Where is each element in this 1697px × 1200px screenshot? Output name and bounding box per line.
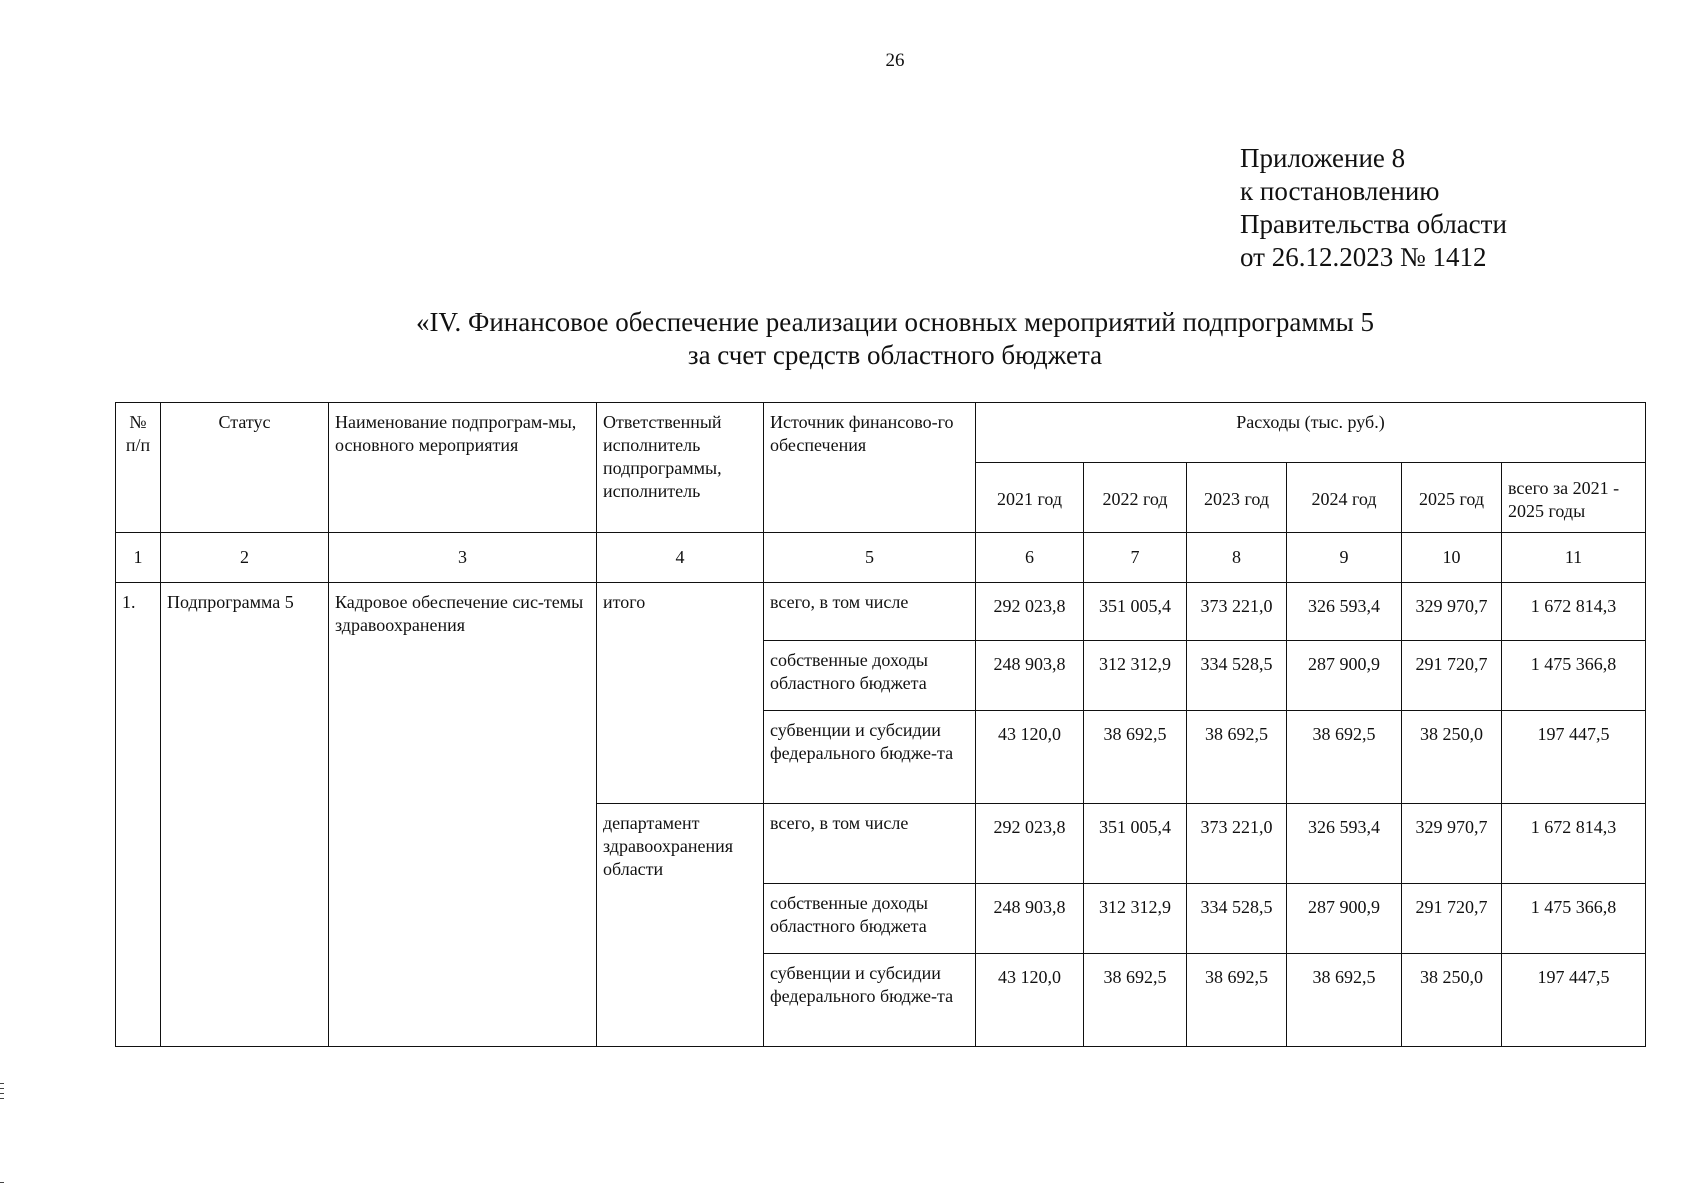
table-row [116,583,1646,641]
value-cell: 43 120,0 [976,954,1084,1047]
row-num: 1. [116,583,161,1047]
value-cell: 334 528,5 [1187,641,1287,711]
header-status: Статус [161,403,329,533]
header-num: № п/п [116,403,161,533]
value-cell: 38 692,5 [1187,711,1287,804]
value-cell: 43 120,0 [976,711,1084,804]
value-cell: 291 720,7 [1402,884,1502,954]
value-cell: 292 023,8 [976,804,1084,884]
row-executor: итого [597,583,764,804]
row-source: собственные доходы областного бюджета [764,641,976,711]
header-executor: Ответственный исполнитель подпрограммы, исполнитель [597,403,764,533]
value-cell: 351 005,4 [1084,804,1187,884]
value-cell: 1 672 814,3 [1502,583,1646,641]
value-cell: 312 312,9 [1084,884,1187,954]
column-number: 10 [1402,533,1502,583]
row-source: всего, в том числе [764,583,976,641]
header-year: 2024 год [1287,463,1402,533]
row-source: субвенции и субсидии федерального бюдже-та [764,954,976,1047]
row-source: всего, в том числе [764,804,976,884]
value-cell: 1 475 366,8 [1502,884,1646,954]
value-cell: 334 528,5 [1187,884,1287,954]
value-cell: 373 221,0 [1187,583,1287,641]
header-year: 2025 год [1402,463,1502,533]
value-cell: 351 005,4 [1084,583,1187,641]
page-number: 26 [885,50,905,71]
value-cell: 38 692,5 [1187,954,1287,1047]
value-cell: 38 692,5 [1287,711,1402,804]
row-executor: департамент здравоохранения области [597,804,764,1047]
value-cell: 38 692,5 [1084,954,1187,1047]
header-total: всего за 2021 - 2025 годы [1502,463,1646,533]
appendix-line: от 26.12.2023 № 1412 [1240,242,1487,272]
header-source: Источник финансово-го обеспечения [764,403,976,533]
column-number: 3 [329,533,597,583]
value-cell: 38 250,0 [1402,711,1502,804]
appendix-block [1240,142,1507,274]
value-cell: 312 312,9 [1084,641,1187,711]
value-cell: 38 692,5 [1084,711,1187,804]
value-cell: 291 720,7 [1402,641,1502,711]
scan-mark [0,1093,4,1094]
column-number: 2 [161,533,329,583]
header-year: 2023 год [1187,463,1287,533]
value-cell: 1 475 366,8 [1502,641,1646,711]
value-cell: 329 970,7 [1402,804,1502,884]
value-cell: 197 447,5 [1502,711,1646,804]
row-name: Кадровое обеспечение сис-темы здравоохранения [329,583,597,1047]
appendix-line: к постановлению [1240,176,1440,206]
appendix-line: Правительства области [1240,209,1507,239]
value-cell: 38 250,0 [1402,954,1502,1047]
value-cell: 326 593,4 [1287,583,1402,641]
column-number: 8 [1187,533,1287,583]
title-line: «IV. Финансовое обеспечение реализации основных мероприятий подпрограммы 5 [416,307,1374,337]
value-cell: 248 903,8 [976,641,1084,711]
header-year: 2022 год [1084,463,1187,533]
appendix-line: Приложение 8 [1240,143,1406,173]
column-number: 4 [597,533,764,583]
column-number: 9 [1287,533,1402,583]
scan-mark [0,1088,4,1089]
document-title [350,306,1440,372]
column-number: 7 [1084,533,1187,583]
value-cell: 329 970,7 [1402,583,1502,641]
column-number: 1 [116,533,161,583]
column-number: 5 [764,533,976,583]
column-number: 6 [976,533,1084,583]
header-name: Наименование подпрограм-мы, основного мероприятия [329,403,597,533]
row-source: субвенции и субсидии федерального бюдже-та [764,711,976,804]
title-line: за счет средств областного бюджета [687,340,1103,370]
value-cell: 248 903,8 [976,884,1084,954]
scan-mark [0,1098,4,1099]
financing-table [115,402,1646,1047]
row-status: Подпрограмма 5 [161,583,329,1047]
value-cell: 197 447,5 [1502,954,1646,1047]
value-cell: 326 593,4 [1287,804,1402,884]
column-number: 11 [1502,533,1646,583]
value-cell: 287 900,9 [1287,884,1402,954]
row-source: собственные доходы областного бюджета [764,884,976,954]
value-cell: 292 023,8 [976,583,1084,641]
scan-mark [0,1083,4,1084]
scan-mark [0,1182,4,1183]
header-year: 2021 год [976,463,1084,533]
value-cell: 1 672 814,3 [1502,804,1646,884]
value-cell: 38 692,5 [1287,954,1402,1047]
header-expenses: Расходы (тыс. руб.) [976,403,1646,463]
value-cell: 287 900,9 [1287,641,1402,711]
value-cell: 373 221,0 [1187,804,1287,884]
